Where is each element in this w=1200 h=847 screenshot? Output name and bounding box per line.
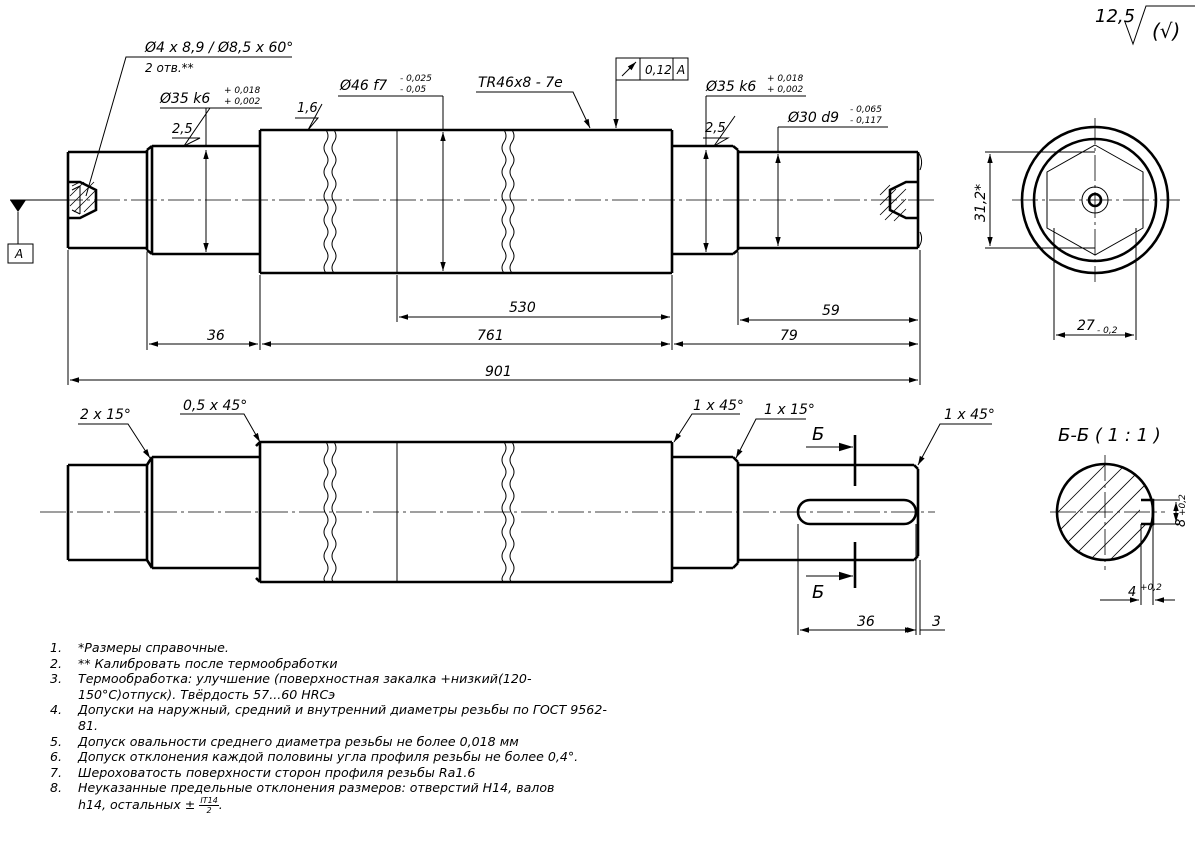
note-text: Допуск отклонения каждой половины угла профиля резьбы не более 0,4°. [78, 749, 579, 765]
shaft-bottom-view [40, 442, 935, 635]
general-roughness-symbol [1095, 6, 1195, 44]
section-mark-top: Б [812, 424, 825, 445]
end-view-width-tol: - 0,2 [1097, 326, 1118, 336]
note-item [50, 749, 610, 765]
end-shaft-tol-lower: - 0,117 [850, 116, 882, 126]
journal-right-tol-upper: + 0,018 [767, 74, 804, 84]
thread-diam-tol-lower: - 0,05 [400, 85, 427, 95]
datum-a [8, 200, 68, 263]
center-hole-callout [86, 40, 293, 196]
note-tail: . [218, 796, 223, 812]
thread-spec-callout [476, 75, 590, 128]
dim-901: 901 [485, 364, 512, 380]
note-number: 8. [50, 780, 63, 796]
chamfer-5: 1 x 45° [944, 407, 995, 423]
thread-diam-tol-upper: - 0,025 [400, 74, 432, 84]
journal-left-tol-upper: + 0,018 [224, 86, 261, 96]
fraction-denominator: 2 [206, 805, 212, 815]
chamfer-4: 1 x 15° [764, 402, 815, 418]
note-item [50, 671, 610, 702]
note-text: Термообработка: улучшение (поверхностная закалка +низкий(120-150°С)отпуск). Твёрдость 57...60 HRCэ [78, 671, 532, 702]
end-shaft-diam: Ø30 d9 [788, 110, 840, 126]
note-item [50, 780, 610, 796]
dim-761: 761 [477, 328, 504, 344]
journal-right-callout [703, 74, 806, 252]
note-text: ** Калибровать после термообработки [78, 655, 338, 671]
thread-spec: TR46x8 - 7e [478, 75, 563, 91]
dim-3: 3 [932, 614, 941, 630]
note-text: *Размеры справочные. [78, 640, 229, 655]
note-text: Шероховатость поверхности сторон профиля резьбы Ra1.6 [78, 764, 476, 780]
end-view [973, 118, 1180, 340]
note-item [50, 656, 610, 672]
note-fraction [199, 796, 218, 815]
center-hole-spec: Ø4 x 8,9 / Ø8,5 x 60° [145, 40, 294, 56]
note-item [50, 640, 610, 656]
note-number: 2. [50, 655, 63, 671]
note-text: Допуски на наружный, средний и внутренний диаметры резьбы по ГОСТ 9562-81. [78, 702, 607, 733]
end-shaft-callout [778, 105, 888, 246]
journal-left-diam: Ø35 k6 [160, 91, 211, 107]
thread-diam: Ø46 f7 [340, 78, 388, 94]
journal-right-roughness: 2,5 [705, 121, 726, 136]
section-title: Б-Б ( 1 : 1 ) [1058, 425, 1161, 446]
thread-diameter-callout [295, 74, 443, 271]
shaft-top-view [20, 130, 935, 273]
dim-36-top: 36 [207, 328, 225, 344]
journal-right-diam: Ø35 k6 [706, 79, 757, 95]
section-depth-dim: 8 [1174, 518, 1189, 527]
note-number: 4. [50, 702, 63, 718]
dim-59: 59 [822, 303, 840, 319]
center-hole-note: 2 отв.** [145, 61, 194, 75]
thread-roughness: 1,6 [297, 101, 318, 116]
section-width-dim: 4 [1128, 585, 1137, 600]
note-text: h14, остальных ± [78, 796, 196, 812]
dim-530: 530 [509, 300, 536, 316]
chamfer-callouts [78, 398, 995, 465]
end-view-height-dim: 31,2* [973, 183, 989, 222]
journal-left-roughness: 2,5 [172, 122, 193, 137]
chamfer-1: 2 x 15° [80, 407, 131, 423]
section-width-tol: +0,2 [1140, 583, 1162, 593]
runout-value: 0,12 [645, 63, 672, 77]
note-text: Неуказанные предельные отклонения размеров: отверстий H14, валов [78, 780, 555, 796]
note-number: 1. [50, 640, 63, 655]
chamfer-3: 1 x 45° [693, 398, 744, 414]
journal-right-tol-lower: + 0,002 [767, 85, 804, 95]
fraction-numerator: IT14 [200, 795, 218, 805]
dim-36-bottom: 36 [857, 614, 875, 630]
note-number: 6. [50, 749, 63, 765]
note-item [50, 796, 610, 815]
section-b-b [1040, 425, 1189, 605]
datum-label: A [15, 247, 24, 261]
runout-datum: A [677, 63, 686, 77]
note-item [50, 702, 610, 733]
end-view-width-dim: 27 [1077, 318, 1095, 334]
journal-left-tol-lower: + 0,002 [224, 97, 261, 107]
note-text: Допуск овальности среднего диаметра резьбы не более 0,018 мм [78, 733, 519, 749]
journal-left-callout [159, 86, 262, 252]
chamfer-2: 0,5 x 45° [183, 398, 248, 414]
note-item [50, 734, 610, 750]
top-view-dimensions [68, 250, 920, 385]
note-number: 7. [50, 764, 63, 780]
dim-79: 79 [780, 328, 798, 344]
end-shaft-tol-upper: - 0,065 [850, 105, 882, 115]
note-item [50, 765, 610, 781]
runout-tolerance-frame [616, 58, 688, 128]
section-depth-tol: +0,2 [1178, 494, 1188, 516]
roughness-mark: (√) [1152, 19, 1181, 43]
roughness-value: 12,5 [1095, 6, 1136, 27]
technical-notes [50, 640, 610, 815]
note-number: 3. [50, 671, 63, 687]
section-markers [806, 424, 855, 603]
section-mark-bottom: Б [812, 582, 825, 603]
note-number: 5. [50, 733, 63, 749]
